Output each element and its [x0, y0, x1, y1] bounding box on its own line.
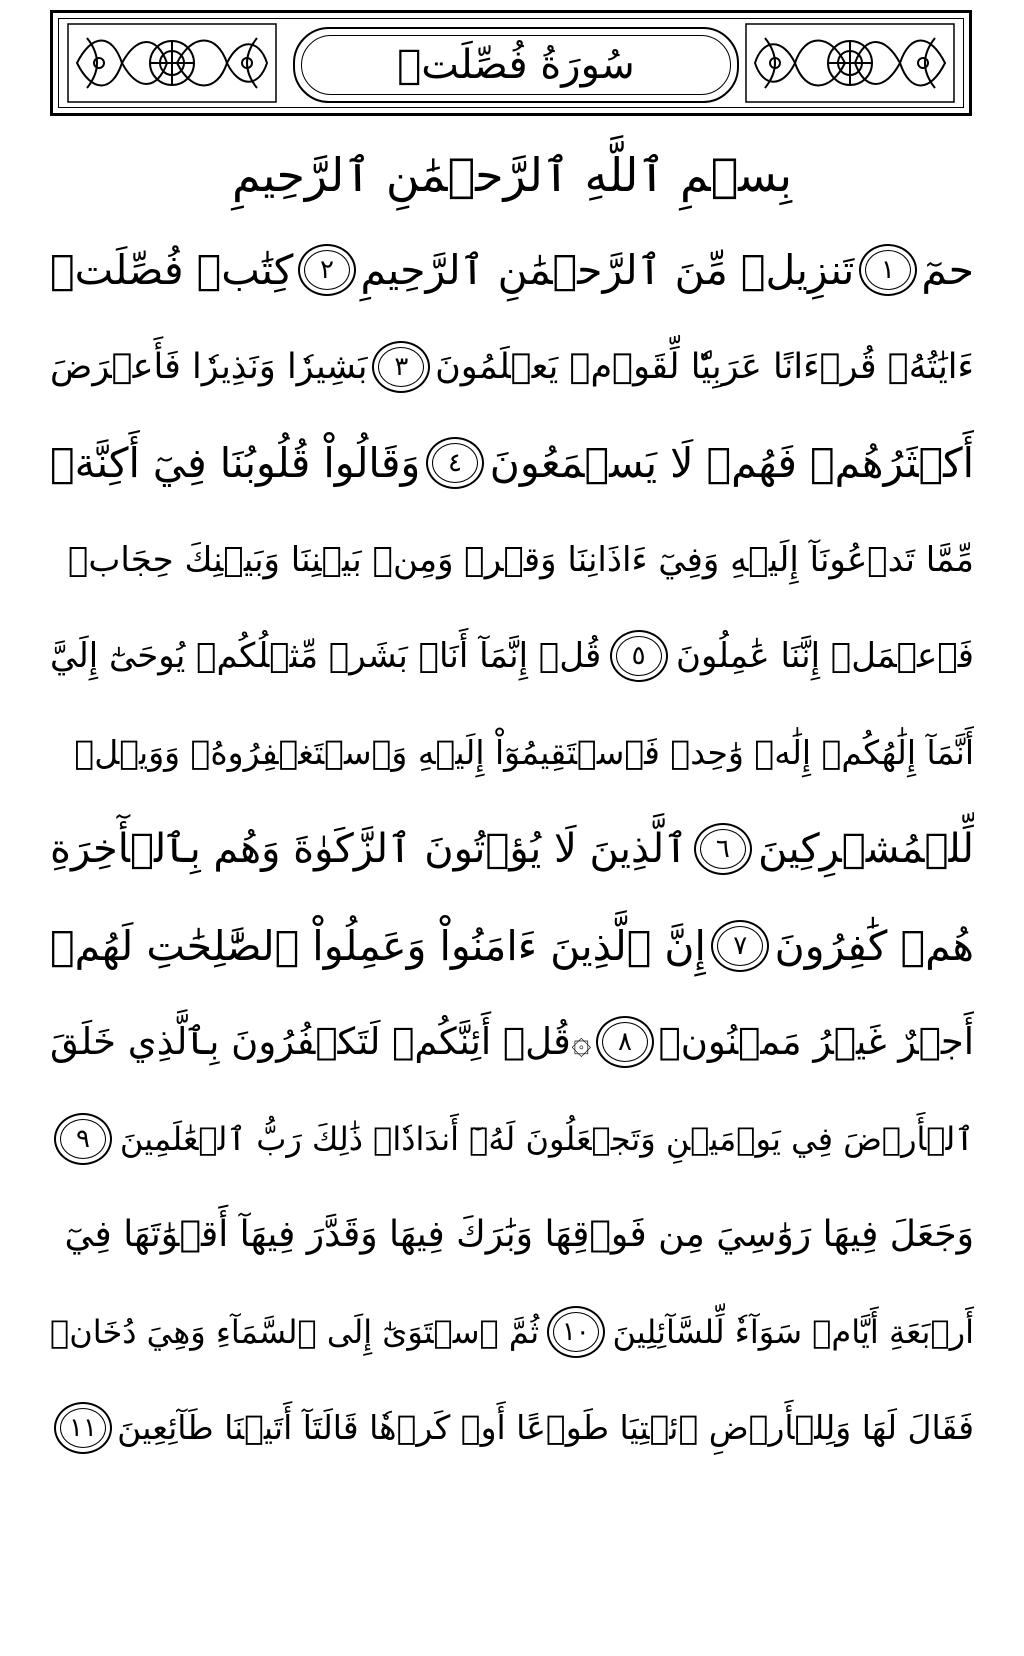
verse-line [50, 415, 974, 512]
verse-text: وَجَعَلَ فِيهَا رَوَٰسِيَ مِن فَوۡقِهَا وَبَٰرَكَ فِيهَا وَقَدَّرَ فِيهَآ أَقۡوَٰتَهَا فِيٓ [64, 1214, 974, 1255]
verse-line [50, 705, 974, 802]
basmala: بِسۡمِ ٱللَّهِ ٱلرَّحۡمَٰنِ ٱلرَّحِيمِ [231, 148, 793, 202]
ayah-number-marker: ١٠ [547, 1306, 605, 1358]
verse-text: وَقَالُواْ قُلُوبُنَا فِيٓ أَكِنَّةٖ [50, 439, 421, 487]
verse-text: ٱلۡأَرۡضَ فِي يَوۡمَيۡنِ وَتَجۡعَلُونَ لَهُۥٓ أَندَادٗاۚ ذَٰلِكَ رَبُّ ٱلۡعَٰلَمِينَ [119, 1119, 974, 1158]
right-arabesque-ornament-icon [745, 23, 955, 103]
ayah-number-marker: ٥ [610, 630, 668, 682]
verse-text: كِتَٰبٞ فُصِّلَتۡ [50, 246, 294, 294]
verse-line [50, 994, 974, 1091]
verse-line [50, 512, 974, 609]
ayah-number-marker: ٢ [298, 244, 356, 296]
surah-title-cartouche [293, 27, 739, 103]
verse-text: قُلۡ إِنَّمَآ أَنَا۠ بَشَرٞ مِّثۡلُكُمۡ يُوحَىٰٓ إِلَيَّ [50, 636, 602, 676]
verse-text: مِّمَّا تَدۡعُونَآ إِلَيۡهِ وَفِيٓ ءَاذَانِنَا وَقۡرٞ وَمِنۢ بَيۡنِنَا وَبَيۡنِكَ حِجَابٞ [67, 539, 974, 580]
ayah-number-marker: ٨ [596, 1016, 654, 1068]
verse-line [50, 1091, 974, 1188]
ayah-number-marker: ١ [859, 244, 917, 296]
ayah-number-marker: ١١ [54, 1402, 112, 1454]
verse-text: فَقَالَ لَهَا وَلِلۡأَرۡضِ ٱئۡتِيَا طَوۡعًا أَوۡ كَرۡهٗا قَالَتَآ أَتَيۡنَا طَآئِعِينَ [117, 1408, 974, 1447]
ayah-number-marker: ٧ [711, 920, 769, 972]
verse-text: أَرۡبَعَةِ أَيَّامٖ سَوَآءٗ لِّلسَّآئِلِينَ [612, 1312, 974, 1351]
verse-text: حمٓ [921, 246, 974, 294]
verse-line [50, 1187, 974, 1284]
verse-line [50, 1284, 974, 1381]
verse-line [50, 898, 974, 995]
verse-text: أَكۡثَرُهُمۡ فَهُمۡ لَا يَسۡمَعُونَ [489, 439, 974, 487]
verse-line [50, 801, 974, 898]
verse-text: أَنَّمَآ إِلَٰهُكُمۡ إِلَٰهٞ وَٰحِدٞ فَٱسۡتَقِيمُوٓاْ إِلَيۡهِ وَٱسۡتَغۡفِرُوهُۗ وَوَيۡلٞ [74, 732, 974, 772]
surah-title: سُورَةُ فُصِّلَتۡ [397, 42, 635, 88]
ayah-number-marker: ٦ [694, 823, 752, 875]
verse-text: تَنزِيلٞ مِّنَ ٱلرَّحۡمَٰنِ ٱلرَّحِيمِ [360, 246, 855, 294]
ayah-number-marker: ٤ [426, 437, 484, 489]
verse-text: قُلۡ أَئِنَّكُمۡ لَتَكۡفُرُونَ بِٱلَّذِي خَلَقَ [50, 1020, 571, 1063]
verse-text: إِنَّ ٱلَّذِينَ ءَامَنُواْ وَعَمِلُواْ ٱلصَّٰلِحَٰتِ لَهُمۡ [50, 921, 706, 970]
verse-line [50, 1380, 974, 1477]
verse-line [50, 608, 974, 705]
verse-text: لِّلۡمُشۡرِكِينَ [758, 826, 974, 872]
verse-text: فَٱعۡمَلۡ إِنَّنَا عَٰمِلُونَ [675, 636, 974, 676]
surah-header-banner [50, 10, 972, 116]
rub-el-hizb-icon: ۞ [571, 1022, 592, 1062]
verse-text: ءَايَٰتُهُۥ قُرۡءَانًا عَرَبِيّٗا لِّقَوۡمٖ يَعۡلَمُونَ [435, 346, 974, 387]
ayah-number-marker: ٣ [372, 341, 430, 393]
verse-text: هُمۡ كَٰفِرُونَ [774, 921, 974, 970]
left-arabesque-ornament-icon [67, 23, 277, 103]
verses-block [50, 222, 974, 1477]
verse-text: ثُمَّ ٱسۡتَوَىٰٓ إِلَى ٱلسَّمَآءِ وَهِيَ دُخَانٞ [50, 1312, 540, 1351]
verse-text: بَشِيرٗا وَنَذِيرٗا فَأَعۡرَضَ [50, 346, 368, 387]
ayah-number-marker: ٩ [54, 1113, 112, 1165]
verse-text: أَجۡرٌ غَيۡرُ مَمۡنُونٖ [658, 1020, 974, 1063]
verse-line [50, 222, 974, 319]
verse-line [50, 319, 974, 416]
verse-text: ٱلَّذِينَ لَا يُؤۡتُونَ ٱلزَّكَوٰةَ وَهُم بِٱلۡأٓخِرَةِ [50, 826, 688, 872]
